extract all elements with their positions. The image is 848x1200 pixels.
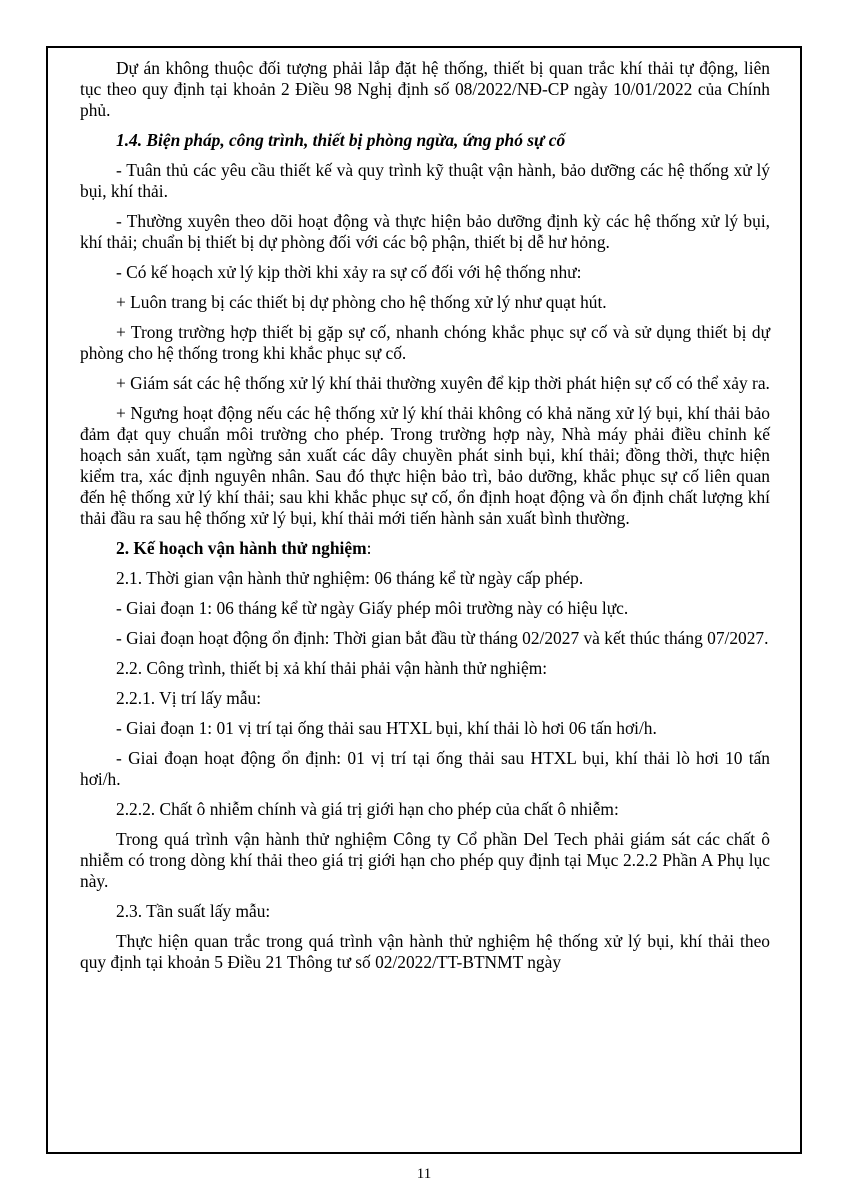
paragraph: - Thường xuyên theo dõi hoạt động và thực hiện bảo dưỡng định kỳ các hệ thống xử lý bụi, khí thải; chuẩn bị thiết bị dự phòng đối với các bộ phận, thiết bị dễ hư hỏng. [80,211,770,252]
document-body [80,58,770,982]
paragraph: 2.2.2. Chất ô nhiễm chính và giá trị giới hạn cho phép của chất ô nhiễm: [116,799,619,819]
paragraph: - Tuân thủ các yêu cầu thiết kế và quy trình kỹ thuật vận hành, bảo dưỡng các hệ thống xử lý bụi, khí thải. [80,160,770,201]
paragraph: + Ngưng hoạt động nếu các hệ thống xử lý khí thải không có khả năng xử lý bụi, khí thải bảo đảm đạt quy chuẩn môi trường cho phép. Trong trường hợp này, Nhà máy phải điều chỉnh kế hoạch sản xuất, tạm ngừng sản xuất các dây chuyền phát sinh bụi, khí thải; đồng thời, thực hiện kiểm tra, xác định nguyên nhân. Sau đó thực hiện bảo trì, bảo dưỡng, khắc phục sự cố liên quan đến hệ thống xử lý khí thải; sau khi khắc phục sự cố, ổn định hoạt động và ổn định chất lượng khí thải đầu ra sau hệ thống xử lý bụi, khí thải mới tiến hành sản xuất bình thường. [80,403,770,528]
paragraph: - Giai đoạn 1: 06 tháng kể từ ngày Giấy phép môi trường này có hiệu lực. [116,598,629,618]
paragraph: 2.2.1. Vị trí lấy mẫu: [116,688,262,708]
paragraph: 2.3. Tần suất lấy mẫu: [116,901,271,921]
paragraph: Thực hiện quan trắc trong quá trình vận hành thử nghiệm hệ thống xử lý bụi, khí thải theo quy định tại khoản 5 Điều 21 Thông tư số 02/2022/TT-BTNMT ngày [80,931,770,972]
paragraph: + Giám sát các hệ thống xử lý khí thải thường xuyên để kịp thời phát hiện sự cố có thể xảy ra. [116,373,770,393]
paragraph: Dự án không thuộc đối tượng phải lắp đặt hệ thống, thiết bị quan trắc khí thải tự động, liên tục theo quy định tại khoản 2 Điều 98 Nghị định số 08/2022/NĐ-CP ngày 10/01/2022 của Chính phủ. [80,58,770,120]
section-heading [80,538,770,559]
section-heading: 1.4. Biện pháp, công trình, thiết bị phòng ngừa, ứng phó sự cố [116,130,566,150]
paragraph: - Giai đoạn hoạt động ổn định: 01 vị trí tại ống thải sau HTXL bụi, khí thải lò hơi 10 tấn hơi/h. [80,748,770,789]
paragraph: 2.2. Công trình, thiết bị xả khí thải phải vận hành thử nghiệm: [116,658,548,678]
paragraph: - Có kế hoạch xử lý kịp thời khi xảy ra sự cố đối với hệ thống như: [116,262,582,282]
paragraph: - Giai đoạn 1: 01 vị trí tại ống thải sau HTXL bụi, khí thải lò hơi 06 tấn hơi/h. [116,718,657,738]
paragraph: - Giai đoạn hoạt động ổn định: Thời gian bắt đầu từ tháng 02/2027 và kết thúc tháng 07/2027. [116,628,769,648]
paragraph: + Luôn trang bị các thiết bị dự phòng cho hệ thống xử lý như quạt hút. [116,292,607,312]
heading-suffix: : [366,538,372,558]
paragraph: Trong quá trình vận hành thử nghiệm Công ty Cổ phần Del Tech phải giám sát các chất ô nhiễm có trong dòng khí thải theo giá trị giới hạn cho phép quy định tại Mục 2.2.2 Phần A Phụ lục này. [80,829,770,891]
page-number: 11 [416,1166,432,1182]
paragraph: + Trong trường hợp thiết bị gặp sự cố, nhanh chóng khắc phục sự cố và sử dụng thiết bị dự phòng cho hệ thống trong khi khắc phục sự cố. [80,322,770,363]
heading-bold-text: 2. Kế hoạch vận hành thử nghiệm [116,538,367,558]
paragraph: 2.1. Thời gian vận hành thử nghiệm: 06 tháng kể từ ngày cấp phép. [116,568,584,588]
